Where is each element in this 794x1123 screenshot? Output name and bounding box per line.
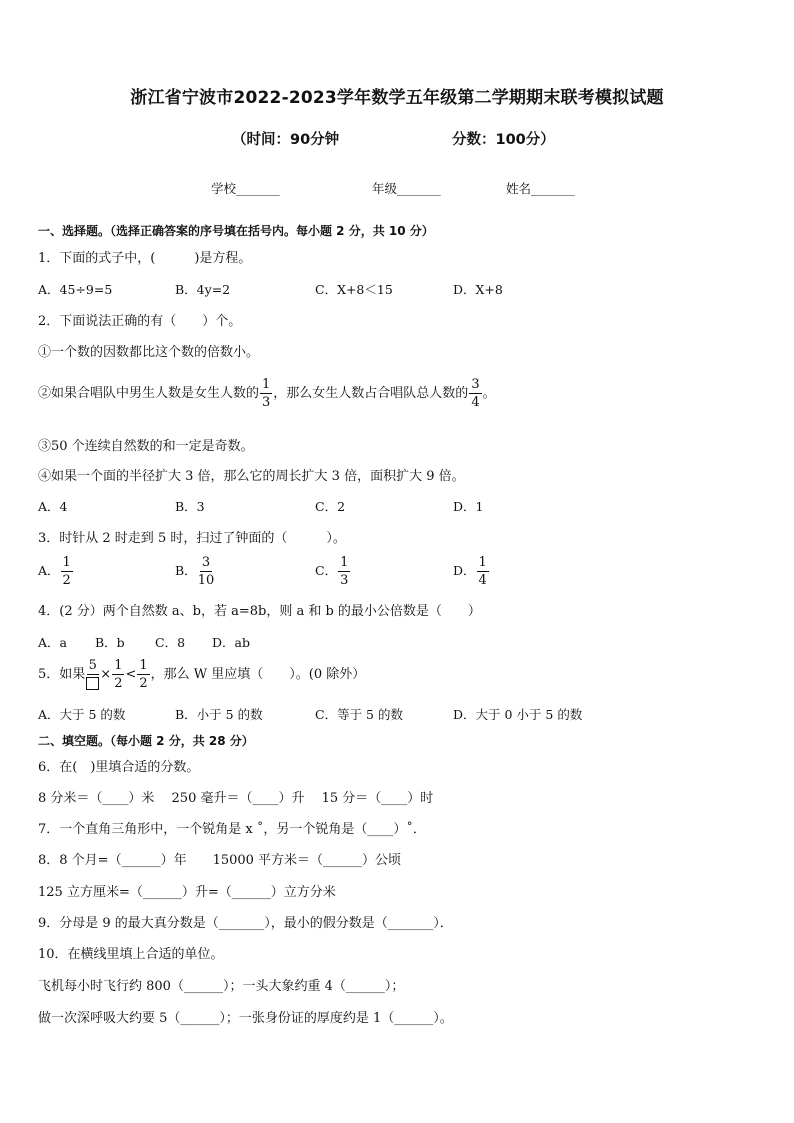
- fraction-five-over-box: [86, 659, 99, 690]
- times-sign: ×: [100, 667, 112, 683]
- question-2: 2．下面说法正确的有（ ）个。: [38, 314, 242, 329]
- fraction-denominator: 4: [478, 572, 487, 588]
- name-field: 姓名_______: [506, 181, 575, 196]
- q2-option-a: A．4: [38, 499, 68, 514]
- fraction-numerator: 3: [201, 555, 211, 570]
- fraction-denominator: 4: [471, 394, 480, 410]
- q2-statement-3: ③50 个连续自然数的和一定是奇数。: [38, 439, 254, 454]
- question-4: 4．(2 分）两个自然数 a、b，若 a=8b，则 a 和 b 的最小公倍数是（ ）: [38, 604, 481, 619]
- question-6: 6．在( )里填合适的分数。: [38, 760, 200, 775]
- option-fraction: [477, 556, 489, 587]
- fraction-numerator: 1: [114, 658, 123, 673]
- q2-option-d: D．1: [453, 499, 484, 514]
- fraction-denominator: 10: [197, 572, 215, 588]
- q4-option-d: D．ab: [212, 635, 250, 650]
- option-fraction: [338, 556, 350, 587]
- option-label: A．: [38, 563, 60, 579]
- q3-option-a: [38, 556, 74, 587]
- blank-box: [86, 675, 99, 691]
- question-1: 1．下面的式子中，( )是方程。: [38, 251, 252, 266]
- q10-line-1: 飞机每小时飞行约 800（______）；一头大象约重 4（______）；: [38, 979, 405, 994]
- q2-statement-4: ④如果一个面的半径扩大 3 倍，那么它的周长扩大 3 倍，面积扩大 9 倍。: [38, 469, 465, 484]
- option-fraction: [198, 556, 215, 587]
- fraction-denominator: 3: [262, 394, 271, 410]
- page-title: 浙江省宁波市2022-2023学年数学五年级第二学期期末联考模拟试题: [130, 88, 664, 108]
- question-8-line-2: 125 立方厘米=（______）升=（______）立方分米: [38, 885, 336, 900]
- q3-option-b: [175, 556, 215, 587]
- q2-statement-2: [38, 378, 496, 409]
- q2-option-c: C．2: [315, 499, 346, 514]
- question-7: 7．一个直角三角形中，一个锐角是 x ˚，另一个锐角是（____）˚．: [38, 822, 426, 837]
- question-3: 3．时针从 2 时走到 5 时，扫过了钟面的（ ）。: [38, 531, 346, 546]
- fraction-numerator: 1: [478, 555, 487, 570]
- question-8-line-1: 8．8 个月=（______）年 15000 平方米＝（______）公顷: [38, 853, 402, 868]
- fraction-one-half: [112, 659, 124, 690]
- fraction-three-quarters: [469, 378, 481, 409]
- fraction-numerator: 1: [340, 555, 349, 570]
- q6-blanks-line: 8 分米＝（____）米 250 毫升＝（____）升 15 分＝（____）时: [38, 791, 434, 806]
- q5-option-c: C．等于 5 的数: [315, 707, 403, 722]
- question-10: 10．在横线里填上合适的单位。: [38, 947, 224, 962]
- q2-s2-text-c: 。: [482, 386, 496, 402]
- q4-option-a: A．a: [38, 635, 67, 650]
- q3-option-d: [453, 556, 490, 587]
- q1-option-c: C．X+8＜15: [315, 282, 393, 297]
- section-fill-title: 二、填空题。（每小题 2 分，共 28 分）: [38, 734, 254, 748]
- q4-option-b: B．b: [95, 635, 125, 650]
- q5-option-a: A．大于 5 的数: [38, 707, 126, 722]
- q2-s2-text-a: ②如果合唱队中男生人数是女生人数的: [38, 386, 260, 402]
- exam-time: （时间：90分钟: [232, 132, 340, 148]
- fraction-one-third: [260, 378, 272, 409]
- q2-statement-1: ①一个数的因数都比这个数的倍数小。: [38, 345, 260, 360]
- fraction-one-half: [137, 659, 149, 690]
- option-label: C．: [315, 563, 338, 579]
- q1-option-a: A．45÷9=5: [38, 282, 113, 297]
- question-9: 9．分母是 9 的最大真分数是（_______），最小的假分数是（_______）．: [38, 916, 453, 931]
- fraction-denominator: 2: [62, 572, 71, 588]
- fraction-numerator: 5: [88, 658, 97, 673]
- grade-field: 年级_______: [372, 181, 441, 196]
- q5-suffix: ，那么 W 里应填（ ）。(0 除外）: [150, 667, 366, 683]
- fraction-numerator: 1: [262, 377, 271, 392]
- less-than-sign: <: [125, 667, 137, 683]
- q1-option-d: D．X+8: [453, 282, 503, 297]
- school-field: 学校_______: [211, 181, 280, 196]
- section-choice-title: 一、选择题。（选择正确答案的序号填在括号内。每小题 2 分，共 10 分）: [38, 224, 434, 238]
- q2-option-b: B．3: [175, 499, 205, 514]
- q5-prefix: 5．如果: [38, 667, 86, 683]
- q5-option-b: B．小于 5 的数: [175, 707, 263, 722]
- option-label: D．: [453, 563, 476, 579]
- fraction-denominator: 2: [114, 675, 123, 691]
- box-placeholder: [86, 677, 99, 690]
- fraction-denominator: 2: [139, 675, 148, 691]
- option-fraction: [61, 556, 73, 587]
- fraction-numerator: 3: [471, 377, 480, 392]
- question-5: [38, 659, 365, 690]
- q10-line-2: 做一次深呼吸大约要 5（______）；一张身份证的厚度约是 1（______）。: [38, 1011, 453, 1026]
- q4-option-c: C．8: [155, 635, 186, 650]
- q2-s2-text-b: ，那么女生人数占合唱队总人数的: [273, 386, 469, 402]
- option-label: B．: [175, 563, 197, 579]
- fraction-denominator: 3: [340, 572, 349, 588]
- fraction-numerator: 1: [62, 555, 71, 570]
- q5-option-d: D．大于 0 小于 5 的数: [453, 707, 583, 722]
- q3-option-c: [315, 556, 351, 587]
- fraction-numerator: 1: [139, 658, 148, 673]
- q1-option-b: B．4y=2: [175, 282, 231, 297]
- exam-score: 分数：100分）: [452, 132, 555, 148]
